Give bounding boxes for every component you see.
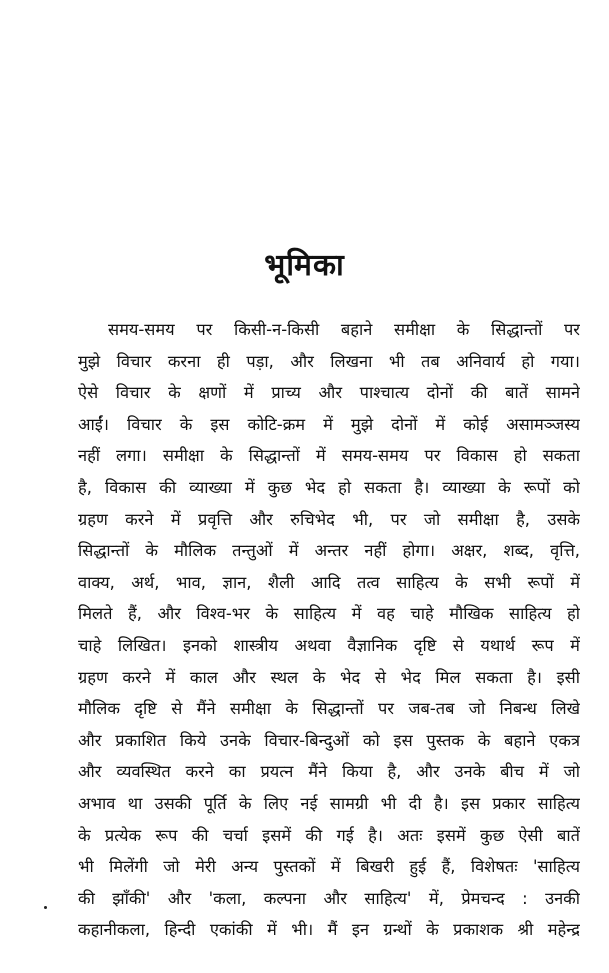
margin-speck [44,906,47,909]
paragraph-line: मुझे विचार करना ही पड़ा, और लिखना भी तब अनिवार्य हो गया। [78,351,580,371]
paragraph-line: और व्यवस्थित करने का प्रयत्न मैंने किया है, और उनके बीच में जो [78,762,580,782]
page-heading: भूमिका [264,248,345,283]
paragraph-line: सिद्धान्तों के मौलिक तन्तुओं में अन्तर नहीं होगा। अक्षर, शब्द, वृत्ति, [78,541,580,561]
paragraph-line: चाहे लिखित। इनको शास्त्रीय अथवा वैज्ञानिक दृष्टि से यथार्थ रूप में [78,635,580,655]
paragraph-line: के प्रत्येक रूप की चर्चा इसमें की गई है। अतः इसमें कुछ ऐसी बातें [78,825,580,845]
paragraph-line: आईं। विचार के इस कोटि-क्रम में मुझे दोनों में कोई असामञ्जस्य [78,414,580,434]
paragraph-line: की झाँकी' और 'कला, कल्पना और साहित्य' में, प्रेमचन्द : उनकी [78,888,580,908]
paragraph-line: अभाव था उसकी पूर्ति के लिए नई सामग्री भी दी है। इस प्रकार साहित्य [78,793,580,813]
paragraph-line: ग्रहण करने में काल और स्थल के भेद से भेद मिल सकता है। इसी [78,667,580,687]
paragraph-line: ग्रहण करने में प्रवृत्ति और रुचिभेद भी, पर जो समीक्षा है, उसके [78,509,580,529]
paragraph-line: ऐसे विचार के क्षणों में प्राच्य और पाश्चात्य दोनों की बातें सामने [78,383,580,403]
paragraph-line: समय-समय पर किसी-न-किसी बहाने समीक्षा के सिद्धान्तों पर [108,320,580,339]
paragraph-line: भी मिलेंगी जो मेरी अन्य पुस्तकों में बिखरी हुई हैं, विशेषतः 'साहित्य [78,857,580,877]
paragraph-line: मिलते हैं, और विश्व-भर के साहित्य में वह चाहे मौखिक साहित्य हो [78,604,580,624]
paragraph-line: मौलिक दृष्टि से मैंने समीक्षा के सिद्धान्तों पर जब-तब जो निबन्ध लिखे [78,699,580,719]
paragraph-line: और प्रकाशित किये उनके विचार-बिन्दुओं को इस पुस्तक के बहाने एकत्र [78,730,580,750]
paragraph-line: है, विकास की व्याख्या में कुछ भेद हो सकता है। व्याख्या के रूपों को [78,477,580,497]
paragraph-line: नहीं लगा। समीक्षा के सिद्धान्तों में समय-समय पर विकास हो सकता [78,446,580,466]
paragraph-line: कहानीकला, हिन्दी एकांकी में भी। मैं इन ग्रन्थों के प्रकाशक श्री महेन्द्र [78,920,580,940]
paragraph-line: वाक्य, अर्थ, भाव, ज्ञान, शैली आदि तत्व साहित्य के सभी रूपों में [78,572,580,592]
body-paragraph [78,314,580,946]
